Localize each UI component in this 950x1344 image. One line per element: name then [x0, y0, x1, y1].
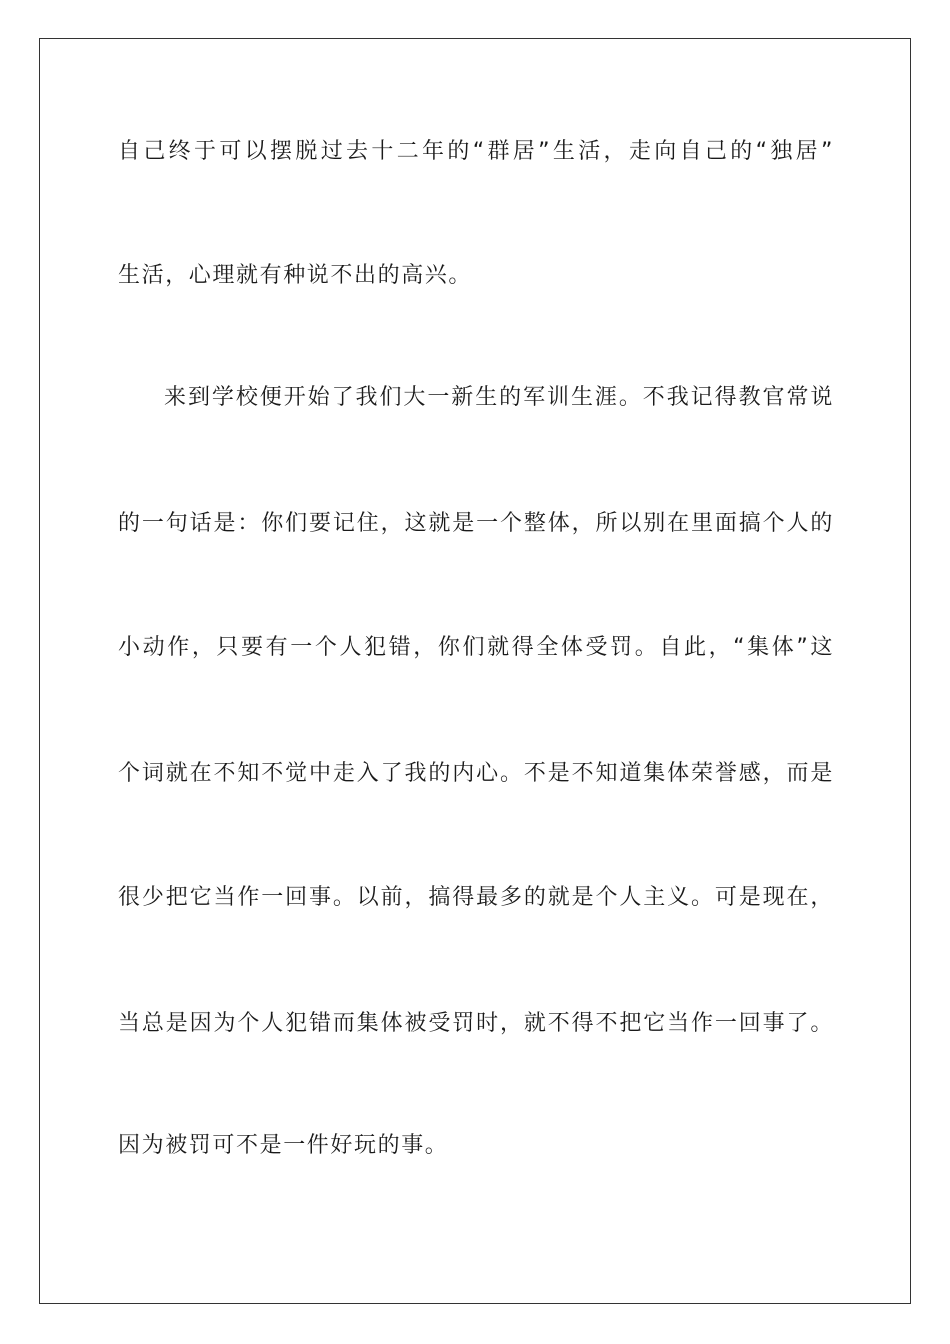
page-border [39, 38, 911, 1304]
text-line: 的一句话是：你们要记住，这就是一个整体，所以别在里面搞个人的 [118, 511, 834, 536]
text-line: 因为被罚可不是一件好玩的事。 [118, 1133, 449, 1158]
text-line: 很少把它当作一回事。以前，搞得最多的就是个人主义。可是现在， [118, 885, 834, 910]
text-line: 生活，心理就有种说不出的高兴。 [118, 263, 473, 288]
text-line: 来到学校便开始了我们大一新生的军训生涯。不我记得教官常说 [164, 385, 834, 410]
text-line: 小动作，只要有一个人犯错，你们就得全体受罚。自此，“集体”这 [118, 635, 834, 660]
text-line: 自己终于可以摆脱过去十二年的“群居”生活，走向自己的“独居” [118, 139, 834, 164]
text-line: 当总是因为个人犯错而集体被受罚时，就不得不把它当作一回事了。 [118, 1011, 834, 1036]
text-line: 个词就在不知不觉中走入了我的内心。不是不知道集体荣誉感，而是 [118, 761, 834, 786]
